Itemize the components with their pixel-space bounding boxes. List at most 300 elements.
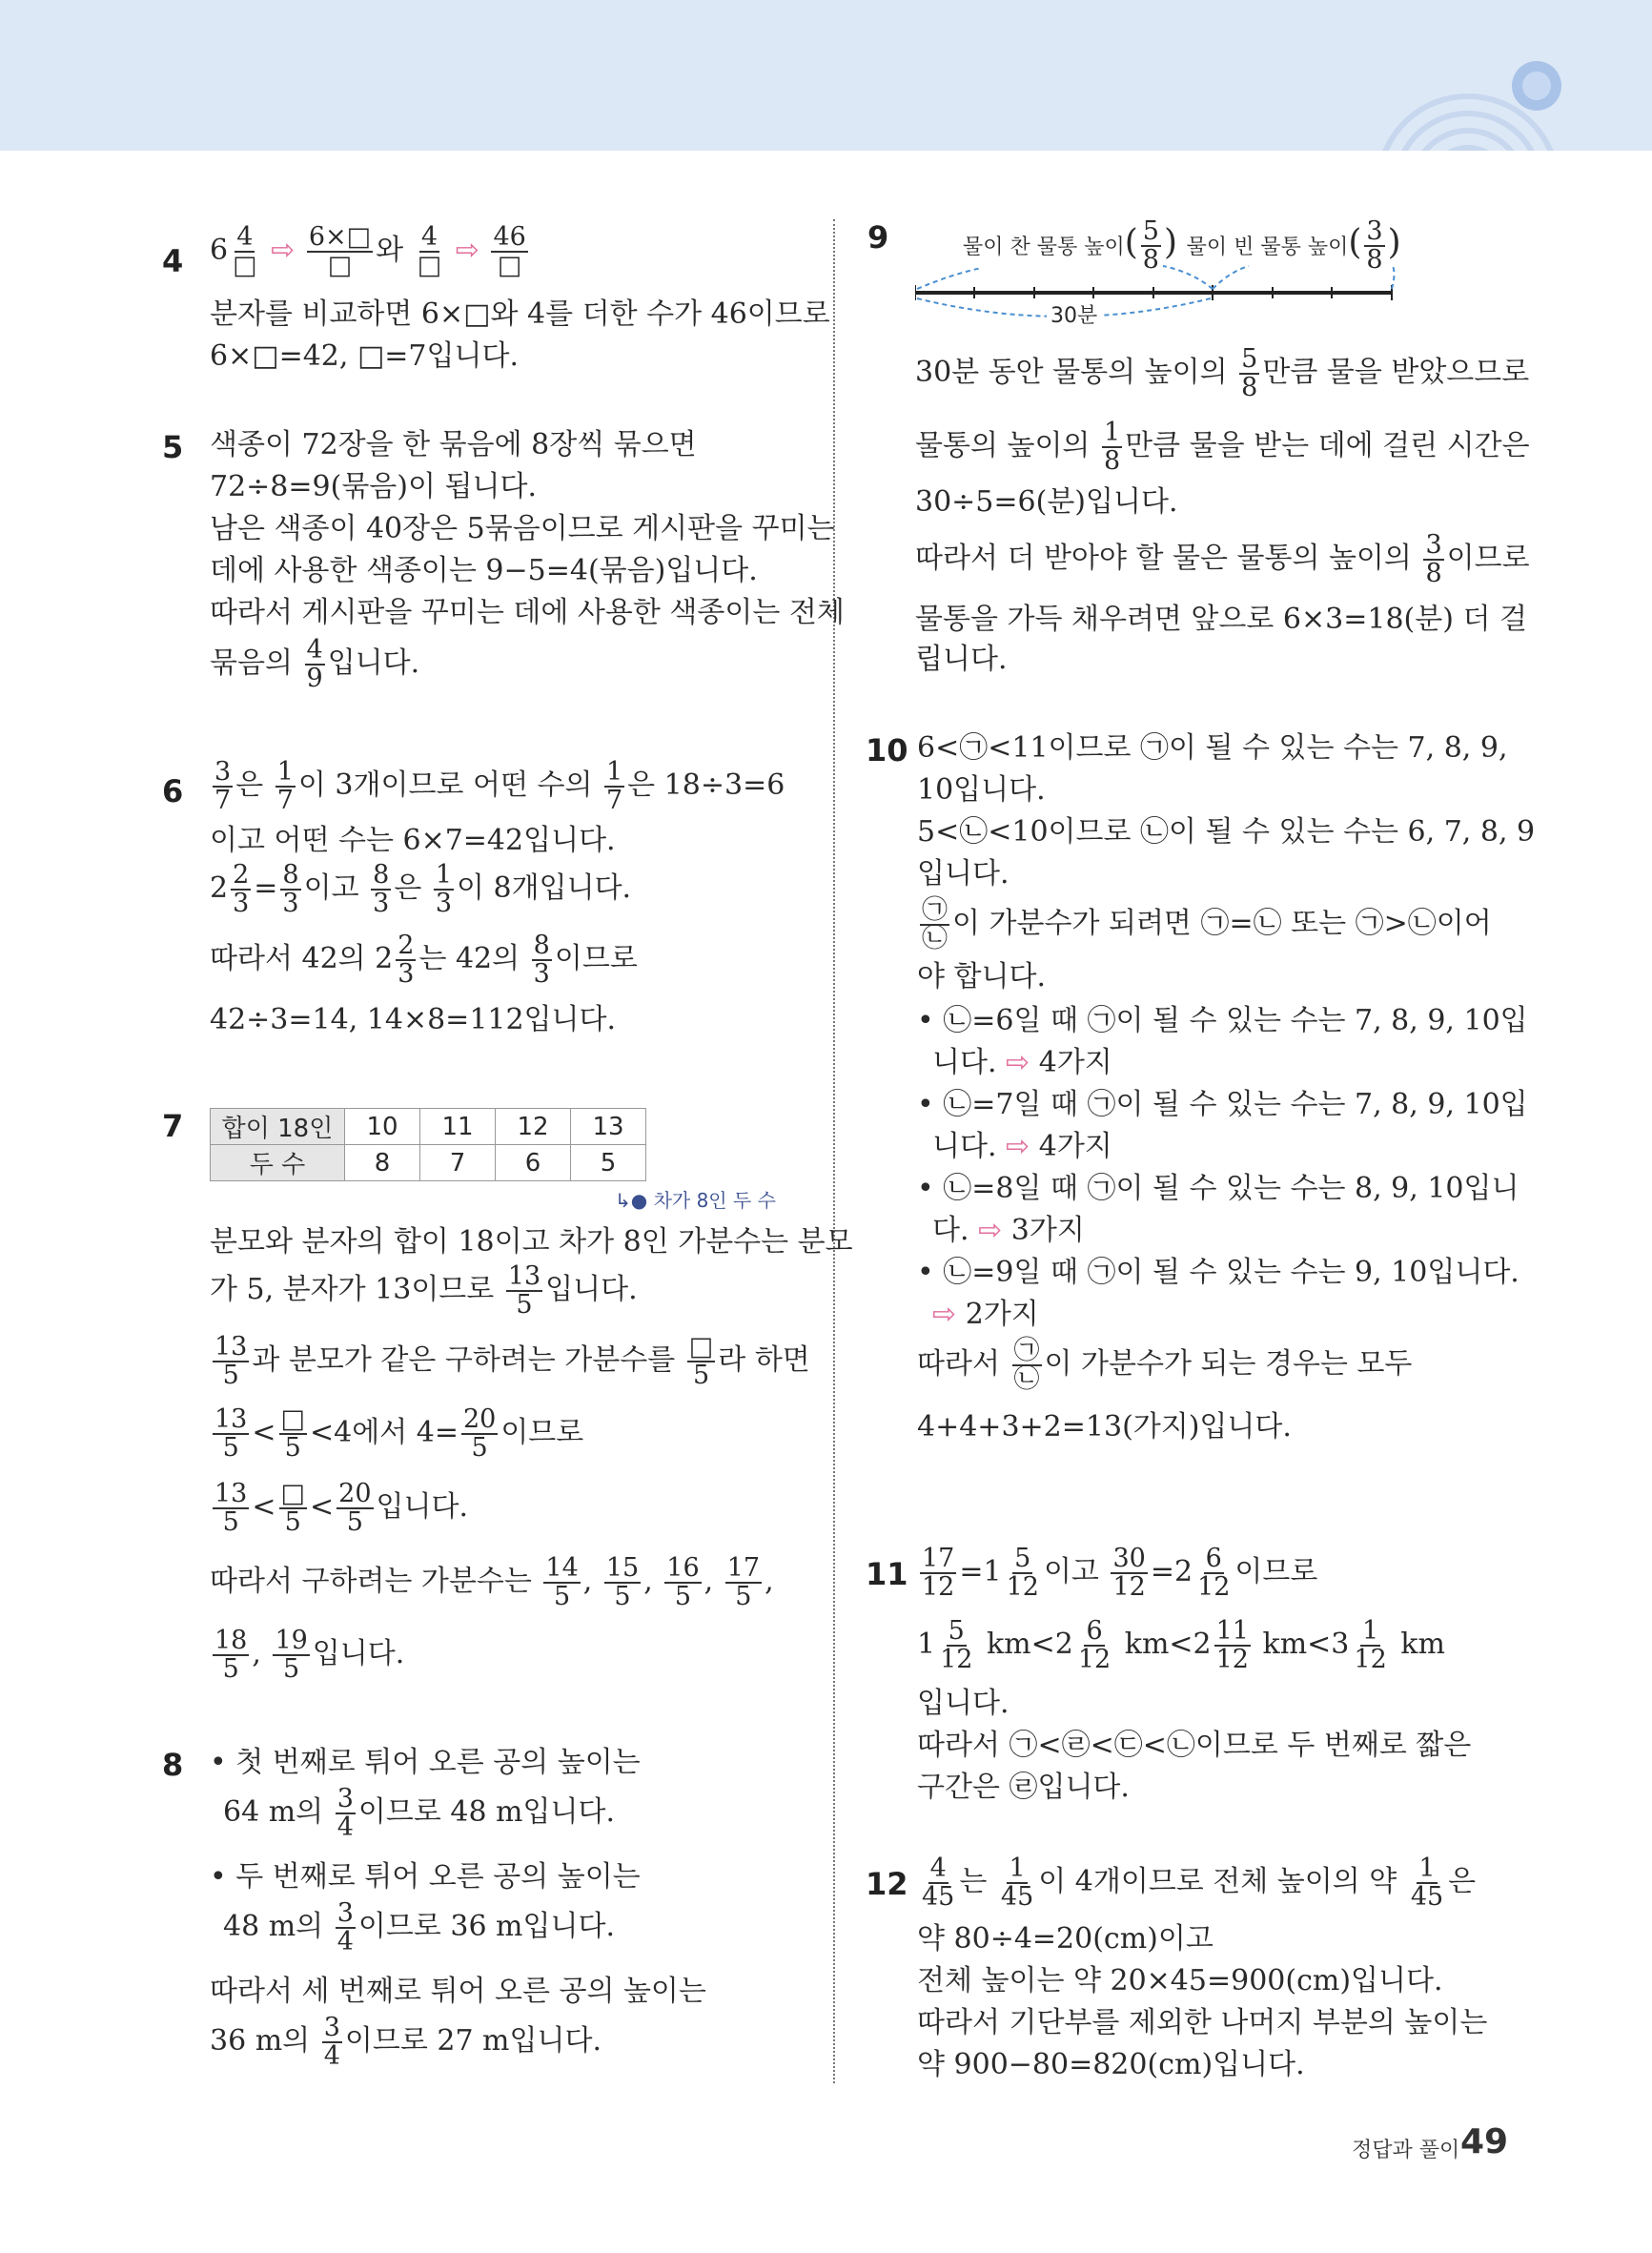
text-line: 30÷5=6(분)입니다. xyxy=(915,485,1178,519)
bullet-line: • ㉡=6일 때 ㉠이 될 수 있는 수는 7, 8, 9, 10입 xyxy=(917,1004,1528,1037)
numerator: 5 xyxy=(1014,1544,1031,1573)
fraction xyxy=(307,224,373,279)
text: 이 8개입니다. xyxy=(457,871,632,905)
text: < xyxy=(252,1416,276,1449)
text-line: 72÷8=9(묶음)이 됩니다. xyxy=(210,470,537,503)
denominator: 7 xyxy=(276,786,294,815)
numerator: 13 xyxy=(214,1404,248,1434)
fraction xyxy=(213,1334,249,1389)
denominator: □ xyxy=(327,251,353,280)
text: 따라서 더 받아야 할 물은 물통의 높이의 xyxy=(915,542,1412,575)
text: 는 42의 xyxy=(418,942,520,975)
denominator: 12 xyxy=(1354,1645,1387,1674)
table-cell: 6 xyxy=(496,1145,571,1181)
numerator: 5 xyxy=(1241,344,1258,374)
bullet-line xyxy=(932,1215,1085,1247)
numerator: ㉠ xyxy=(1013,1336,1040,1365)
table-row xyxy=(211,1109,646,1145)
arrow-icon: ⇨ xyxy=(1006,1046,1030,1079)
numerator: 1 xyxy=(435,860,453,890)
denominator: 12 xyxy=(1112,1572,1146,1602)
numerator: 3 xyxy=(337,1784,354,1813)
note-text: 차가 8인 두 수 xyxy=(653,1189,776,1212)
numerator: 8 xyxy=(282,860,299,890)
text: 물통의 높이의 xyxy=(915,429,1091,462)
text: 이 3개이므로 어떤 수의 xyxy=(297,768,593,802)
text: 30분 동안 물통의 높이의 xyxy=(915,356,1228,389)
denominator: □ xyxy=(233,251,257,280)
denominator: 45 xyxy=(922,1882,955,1912)
text-line xyxy=(223,1783,615,1842)
bullet-line: • ㉡=9일 때 ㉠이 될 수 있는 수는 9, 10입니다. xyxy=(917,1256,1519,1289)
text: 이므로 36 m입니다. xyxy=(357,1910,615,1943)
fraction xyxy=(305,637,325,692)
text: 이고 xyxy=(1043,1555,1099,1588)
denominator: 5 xyxy=(692,1361,710,1390)
text: 니다. xyxy=(932,1046,997,1079)
numerator: 13 xyxy=(214,1332,248,1362)
text-line xyxy=(210,1331,810,1390)
text: 36 m의 xyxy=(210,2024,311,2058)
text: 입니다. xyxy=(312,1637,405,1670)
text-line: 42÷3=14, 14×8=112입니다. xyxy=(210,1003,617,1036)
text-line: 따라서 기단부를 제외한 나머지 부분의 높이는 xyxy=(917,2006,1488,2039)
fraction xyxy=(999,1855,1035,1911)
fraction xyxy=(506,1263,542,1319)
text: 묶음의 xyxy=(210,646,293,680)
problem-number: 7 xyxy=(162,1108,184,1144)
text: 만큼 물을 받는 데에 걸린 시간은 xyxy=(1125,429,1530,462)
numerator: 15 xyxy=(605,1553,640,1583)
text: =1 xyxy=(959,1555,1002,1588)
text: = xyxy=(254,871,278,905)
numerator: 13 xyxy=(507,1261,541,1291)
text-line xyxy=(210,637,419,692)
fraction xyxy=(920,1855,956,1911)
table-cell: 12 xyxy=(496,1109,571,1145)
text: 입니다. xyxy=(376,1490,468,1524)
fraction xyxy=(231,862,251,917)
denominator: 4 xyxy=(337,1927,354,1956)
denominator: 12 xyxy=(1197,1572,1231,1602)
text: < xyxy=(252,1490,276,1524)
text-line: 분자를 비교하면 6×□와 4를 더한 수가 46이므로 xyxy=(210,297,830,331)
denominator: 12 xyxy=(1077,1645,1112,1674)
fraction xyxy=(213,1628,249,1683)
denominator: 12 xyxy=(922,1572,955,1602)
numerator: 4 xyxy=(929,1854,947,1883)
denominator: 8 xyxy=(1103,446,1121,476)
denominator: 45 xyxy=(1000,1882,1034,1912)
text: 은 18÷3=6 xyxy=(627,768,785,802)
problem-number: 12 xyxy=(866,1866,908,1902)
numerator: 2 xyxy=(233,860,250,890)
text: <4에서 4= xyxy=(310,1416,459,1449)
fraction xyxy=(275,759,296,814)
table-cell: 7 xyxy=(420,1145,496,1181)
numerator: 17 xyxy=(726,1553,761,1583)
text: 이므로 xyxy=(500,1416,584,1449)
denominator: 5 xyxy=(346,1507,363,1537)
numerator: 3 xyxy=(214,757,232,787)
text: 4가지 xyxy=(1038,1130,1112,1163)
numerator: 4 xyxy=(420,222,438,252)
text: 3가지 xyxy=(1010,1214,1085,1247)
text: 은 xyxy=(394,871,422,905)
text-line: 5<㉡<10이므로 ㉡이 될 수 있는 수는 6, 7, 8, 9 xyxy=(917,815,1536,849)
text-line: • 첫 번째로 튀어 오른 공의 높이는 xyxy=(210,1746,641,1779)
label-full: 물이 찬 물통 높이 xyxy=(963,236,1125,259)
bullet-line: • ㉡=7일 때 ㉠이 될 수 있는 수는 7, 8, 9, 10입 xyxy=(917,1088,1528,1121)
fraction xyxy=(213,1481,249,1536)
text-line xyxy=(915,529,1530,588)
text: 2가지 xyxy=(965,1298,1039,1331)
text-line: 6×□=42, □=7입니다. xyxy=(210,339,519,373)
fraction xyxy=(231,224,259,279)
bullet-line xyxy=(932,1299,1039,1331)
number-line-diagram xyxy=(915,262,1411,319)
numerator: 18 xyxy=(214,1626,248,1655)
text-line xyxy=(210,2012,602,2071)
fraction xyxy=(416,224,444,279)
denominator: 5 xyxy=(222,1507,239,1537)
text: 이므로 xyxy=(1446,542,1530,575)
fraction xyxy=(336,1786,356,1841)
problem-number: 4 xyxy=(162,243,184,279)
denominator: 9 xyxy=(306,664,323,693)
denominator: 8 xyxy=(1142,245,1159,275)
text: 라 하면 xyxy=(718,1343,810,1377)
fraction xyxy=(434,862,454,917)
fraction xyxy=(337,1481,373,1536)
numerator: □ xyxy=(280,1404,306,1434)
denominator: 7 xyxy=(214,786,232,815)
numerator: 5 xyxy=(948,1616,965,1646)
text-line: 전체 높이는 약 20×45=900(cm)입니다. xyxy=(917,1964,1443,1997)
denominator: 5 xyxy=(471,1433,488,1463)
text-line: 입니다. xyxy=(917,1687,1010,1720)
table-cell: 10 xyxy=(345,1109,420,1145)
numerator: 16 xyxy=(666,1553,700,1583)
denominator: 3 xyxy=(282,889,299,918)
denominator: 7 xyxy=(605,786,623,815)
table-row-header: 합이 18인 xyxy=(211,1109,345,1145)
arrow-icon: ⇨ xyxy=(455,234,479,267)
numerator: 4 xyxy=(306,635,323,665)
text: 가 5, 분자가 13이므로 xyxy=(210,1273,495,1306)
denominator: 8 xyxy=(1425,559,1442,588)
text-line: 10입니다. xyxy=(917,773,1046,807)
text: 은 xyxy=(235,768,264,802)
text-line: 구간은 ㉣입니다. xyxy=(917,1771,1130,1804)
diagram-labels: 물이 찬 물통 높이( $\frac{5}{8}$ ) 물이 빈 물통 높이( $\frac{3}{8}$ ) xyxy=(963,216,1401,275)
numerator: 46 xyxy=(493,222,526,252)
numerator: □ xyxy=(688,1332,714,1362)
fraction xyxy=(213,759,233,814)
label-empty: 물이 빈 물통 높이 xyxy=(1186,236,1349,259)
numerator: 3 xyxy=(323,2013,340,2042)
text-line: 따라서 게시판을 꾸미는 데에 사용한 색종이는 전체 xyxy=(210,596,845,629)
bullet-line: • ㉡=8일 때 ㉠이 될 수 있는 수는 8, 9, 10입니 xyxy=(917,1172,1519,1205)
text-line: 따라서 세 번째로 튀어 오른 공의 높이는 xyxy=(210,1975,706,2008)
text: 6 xyxy=(210,234,229,267)
text: 이 가분수가 되려면 ㉠=㉡ 또는 ㉠>㉡이어 xyxy=(952,907,1492,940)
denominator: □ xyxy=(497,251,522,280)
text: 과 분모가 같은 구하려는 가분수를 xyxy=(252,1343,676,1377)
text: 만큼 물을 받았으므로 xyxy=(1262,356,1530,389)
text-line xyxy=(917,1335,1412,1394)
problem-number: 6 xyxy=(162,773,184,809)
fraction xyxy=(1409,1855,1445,1911)
text-line: $\frac{18}{5}$ , $\frac{19}{5}$ 입니다. xyxy=(214,1626,405,1684)
denominator: 5 xyxy=(222,1433,239,1463)
fraction xyxy=(213,1406,249,1462)
text: 은 xyxy=(1448,1865,1477,1898)
text: < xyxy=(310,1490,335,1524)
text: 2 xyxy=(210,871,229,905)
fraction xyxy=(322,2015,342,2070)
denominator: 5 xyxy=(674,1582,692,1611)
numerator: 8 xyxy=(533,931,550,960)
numerator: □ xyxy=(280,1479,306,1508)
numerator: 1 xyxy=(1418,1854,1436,1883)
text-line: 야 합니다. xyxy=(917,960,1046,993)
table-row-header: 두 수 xyxy=(211,1145,345,1181)
text: 이고 xyxy=(303,871,359,905)
fraction xyxy=(1012,1338,1042,1393)
fraction xyxy=(725,1555,762,1610)
numerator: 17 xyxy=(922,1544,955,1573)
text-line: 따라서 ㉠<㉣<㉢<㉡이므로 두 번째로 짧은 xyxy=(917,1729,1472,1762)
text: 따라서 42의 2 xyxy=(210,942,394,975)
fraction xyxy=(920,897,949,952)
numerator: ㉠ xyxy=(922,895,948,925)
text: km<2 xyxy=(987,1628,1073,1661)
numerator: 5 xyxy=(1142,216,1159,246)
denominator: ㉡ xyxy=(922,924,948,953)
numerator: 1 xyxy=(605,757,623,787)
fraction xyxy=(543,1555,580,1610)
text-line xyxy=(917,894,1492,953)
text-line xyxy=(223,1897,615,1956)
text-line: 물통을 가득 채우려면 앞으로 6×3=18(분) 더 걸 xyxy=(915,603,1527,636)
fraction xyxy=(461,1406,498,1462)
numerator: 4 xyxy=(236,222,254,252)
text: 다. xyxy=(932,1214,969,1247)
problem-number: 5 xyxy=(162,429,184,465)
numerator: 30 xyxy=(1112,1544,1146,1573)
fraction xyxy=(604,759,624,814)
text-line xyxy=(210,859,631,918)
text-line: 약 900−80=820(cm)입니다. xyxy=(917,2048,1305,2081)
numerator: 8 xyxy=(373,860,390,890)
text-line: 입니다. xyxy=(917,857,1010,891)
numerator: 13 xyxy=(214,1479,248,1508)
fraction xyxy=(1102,420,1122,475)
text-line xyxy=(917,1615,1445,1674)
text-line: • 두 번째로 튀어 오른 공의 높이는 xyxy=(210,1860,641,1894)
table-note: ↳● 차가 8인 두 수 xyxy=(615,1189,776,1212)
problem-number: 11 xyxy=(866,1556,908,1592)
fraction xyxy=(920,1546,956,1601)
fraction xyxy=(1214,1618,1251,1673)
numerator: 20 xyxy=(462,1404,497,1434)
numerator: 1 xyxy=(1009,1854,1026,1883)
numerator: 1 xyxy=(276,757,294,787)
text-line xyxy=(210,1260,638,1320)
text: km<3 xyxy=(1262,1628,1350,1661)
text-line: 립니다. xyxy=(915,643,1008,676)
text: 와 xyxy=(376,234,404,267)
text: 48 m의 xyxy=(223,1910,324,1943)
text: km<2 xyxy=(1124,1628,1212,1661)
numerator: 3 xyxy=(1366,216,1383,246)
denominator: 3 xyxy=(533,959,550,989)
equation-line xyxy=(210,224,531,279)
text: 이므로 xyxy=(554,942,638,975)
fraction xyxy=(336,1900,356,1956)
table-cell: 11 xyxy=(420,1109,496,1145)
text: 따라서 구하려는 가분수는 xyxy=(210,1565,532,1598)
problem-number: 9 xyxy=(867,219,889,256)
fraction xyxy=(279,1481,308,1536)
arrow-icon: ⇨ xyxy=(1006,1130,1030,1163)
text: 이므로 48 m입니다. xyxy=(357,1795,615,1829)
denominator: 5 xyxy=(283,1654,300,1684)
text: 입니다. xyxy=(327,646,420,680)
text-line: 색종이 72장을 한 묶음에 8장씩 묶으면 xyxy=(210,428,697,461)
page-number: 49 xyxy=(1460,2122,1509,2161)
fraction xyxy=(1195,1546,1232,1601)
denominator: 12 xyxy=(940,1645,973,1674)
text: 니다. xyxy=(932,1130,997,1163)
fraction xyxy=(664,1555,701,1610)
column-divider xyxy=(833,219,835,2083)
denominator: □ xyxy=(417,251,442,280)
denominator: 3 xyxy=(233,889,250,918)
text-line: 6<㉠<11이므로 ㉠이 될 수 있는 수는 7, 8, 9, xyxy=(917,731,1508,765)
denominator: 45 xyxy=(1410,1882,1444,1912)
denominator: ㉡ xyxy=(1013,1364,1040,1394)
footer-label: 정답과 풀이 xyxy=(1352,2139,1460,2162)
text-line: 약 80÷4=20(cm)이고 xyxy=(917,1922,1214,1956)
text-line: 따라서 구하려는 가분수는 $\frac{14}{5}$ , $\frac{15}{5}$ , $\frac{16}{5}$ , $\frac{17}{5}$ , xyxy=(210,1553,774,1611)
fraction xyxy=(1005,1546,1041,1601)
denominator: 5 xyxy=(284,1507,301,1537)
problem-number: 10 xyxy=(866,732,908,768)
bullet-line xyxy=(932,1131,1112,1163)
table-cell: 8 xyxy=(345,1145,420,1181)
numerator: 3 xyxy=(337,1898,354,1928)
denominator: 5 xyxy=(222,1654,239,1684)
denominator: 4 xyxy=(323,2041,340,2071)
numerator: 1 xyxy=(1361,1616,1379,1646)
text: 이 4개이므로 전체 높이의 약 xyxy=(1038,1865,1397,1898)
text-line xyxy=(917,1543,1317,1602)
text: 는 xyxy=(959,1865,988,1898)
text: km xyxy=(1400,1628,1445,1661)
problem-number: 8 xyxy=(162,1747,184,1783)
text-line xyxy=(917,1853,1476,1912)
numerator: 6 xyxy=(1086,1616,1103,1646)
fraction xyxy=(532,932,552,988)
denominator: 3 xyxy=(435,889,453,918)
fraction xyxy=(279,1406,308,1462)
arrow-icon: ⇨ xyxy=(978,1214,1003,1247)
fraction xyxy=(1423,532,1443,587)
arrow-icon: ⇨ xyxy=(271,234,296,267)
text: =2 xyxy=(1150,1555,1193,1588)
table-row xyxy=(211,1145,646,1181)
text: 4가지 xyxy=(1038,1046,1112,1079)
denominator: 12 xyxy=(1215,1645,1249,1674)
numerator: 3 xyxy=(1425,530,1442,560)
numerator: 20 xyxy=(338,1479,372,1508)
decorative-circles xyxy=(1373,52,1582,151)
sum-difference-table xyxy=(210,1108,646,1181)
text-line: 데에 사용한 색종이는 9−5=4(묶음)입니다. xyxy=(210,554,758,587)
text: 이므로 27 m입니다. xyxy=(344,2024,602,2058)
table-cell: 13 xyxy=(571,1109,646,1145)
fraction xyxy=(280,862,300,917)
text-line xyxy=(210,1478,468,1537)
numerator: 14 xyxy=(545,1553,579,1583)
fraction xyxy=(1239,346,1259,401)
denominator: 8 xyxy=(1366,245,1383,275)
numerator: 11 xyxy=(1215,1616,1249,1646)
fraction xyxy=(604,1555,641,1610)
text: 1 xyxy=(917,1628,936,1661)
fraction xyxy=(491,224,527,279)
denominator: 8 xyxy=(1241,373,1258,402)
denominator: 12 xyxy=(1006,1572,1039,1602)
fraction xyxy=(1076,1618,1112,1673)
text: 따라서 xyxy=(917,1347,1000,1381)
fraction xyxy=(273,1628,309,1683)
denominator: 3 xyxy=(398,959,415,989)
denominator: 3 xyxy=(373,889,390,918)
fraction xyxy=(1111,1546,1147,1601)
text: 이 가분수가 되는 경우는 모두 xyxy=(1044,1347,1413,1381)
denominator: 5 xyxy=(222,1361,239,1390)
text-line: 남은 색종이 40장은 5묶음이므로 게시판을 꾸미는 xyxy=(210,512,835,545)
denominator: 5 xyxy=(284,1433,301,1463)
denominator: 5 xyxy=(614,1582,631,1611)
numerator: 6×□ xyxy=(308,222,372,252)
text-line xyxy=(915,343,1529,402)
numerator: 1 xyxy=(1103,418,1121,447)
denominator: 5 xyxy=(553,1582,571,1611)
text-line: 분모와 분자의 합이 18이고 차가 8인 가분수는 분모 xyxy=(210,1225,853,1259)
arrow-icon: ⇨ xyxy=(932,1298,957,1331)
fraction xyxy=(371,862,391,917)
text-line xyxy=(915,417,1530,476)
table-cell: 5 xyxy=(571,1145,646,1181)
denominator: 4 xyxy=(337,1813,354,1842)
text-line: 4+4+3+2=13(가지)입니다. xyxy=(917,1410,1292,1444)
denominator: 5 xyxy=(516,1290,533,1320)
time-label: 30분 xyxy=(1047,300,1101,333)
fraction xyxy=(938,1618,974,1673)
text-line xyxy=(210,1403,583,1463)
bullet-line xyxy=(932,1047,1112,1079)
text-line: 이고 어떤 수는 6×7=42입니다. xyxy=(210,824,616,857)
denominator: 5 xyxy=(735,1582,752,1611)
text: 이므로 xyxy=(1234,1555,1318,1588)
fraction xyxy=(396,932,416,988)
text-line xyxy=(210,756,785,815)
text: 64 m의 xyxy=(223,1795,324,1829)
